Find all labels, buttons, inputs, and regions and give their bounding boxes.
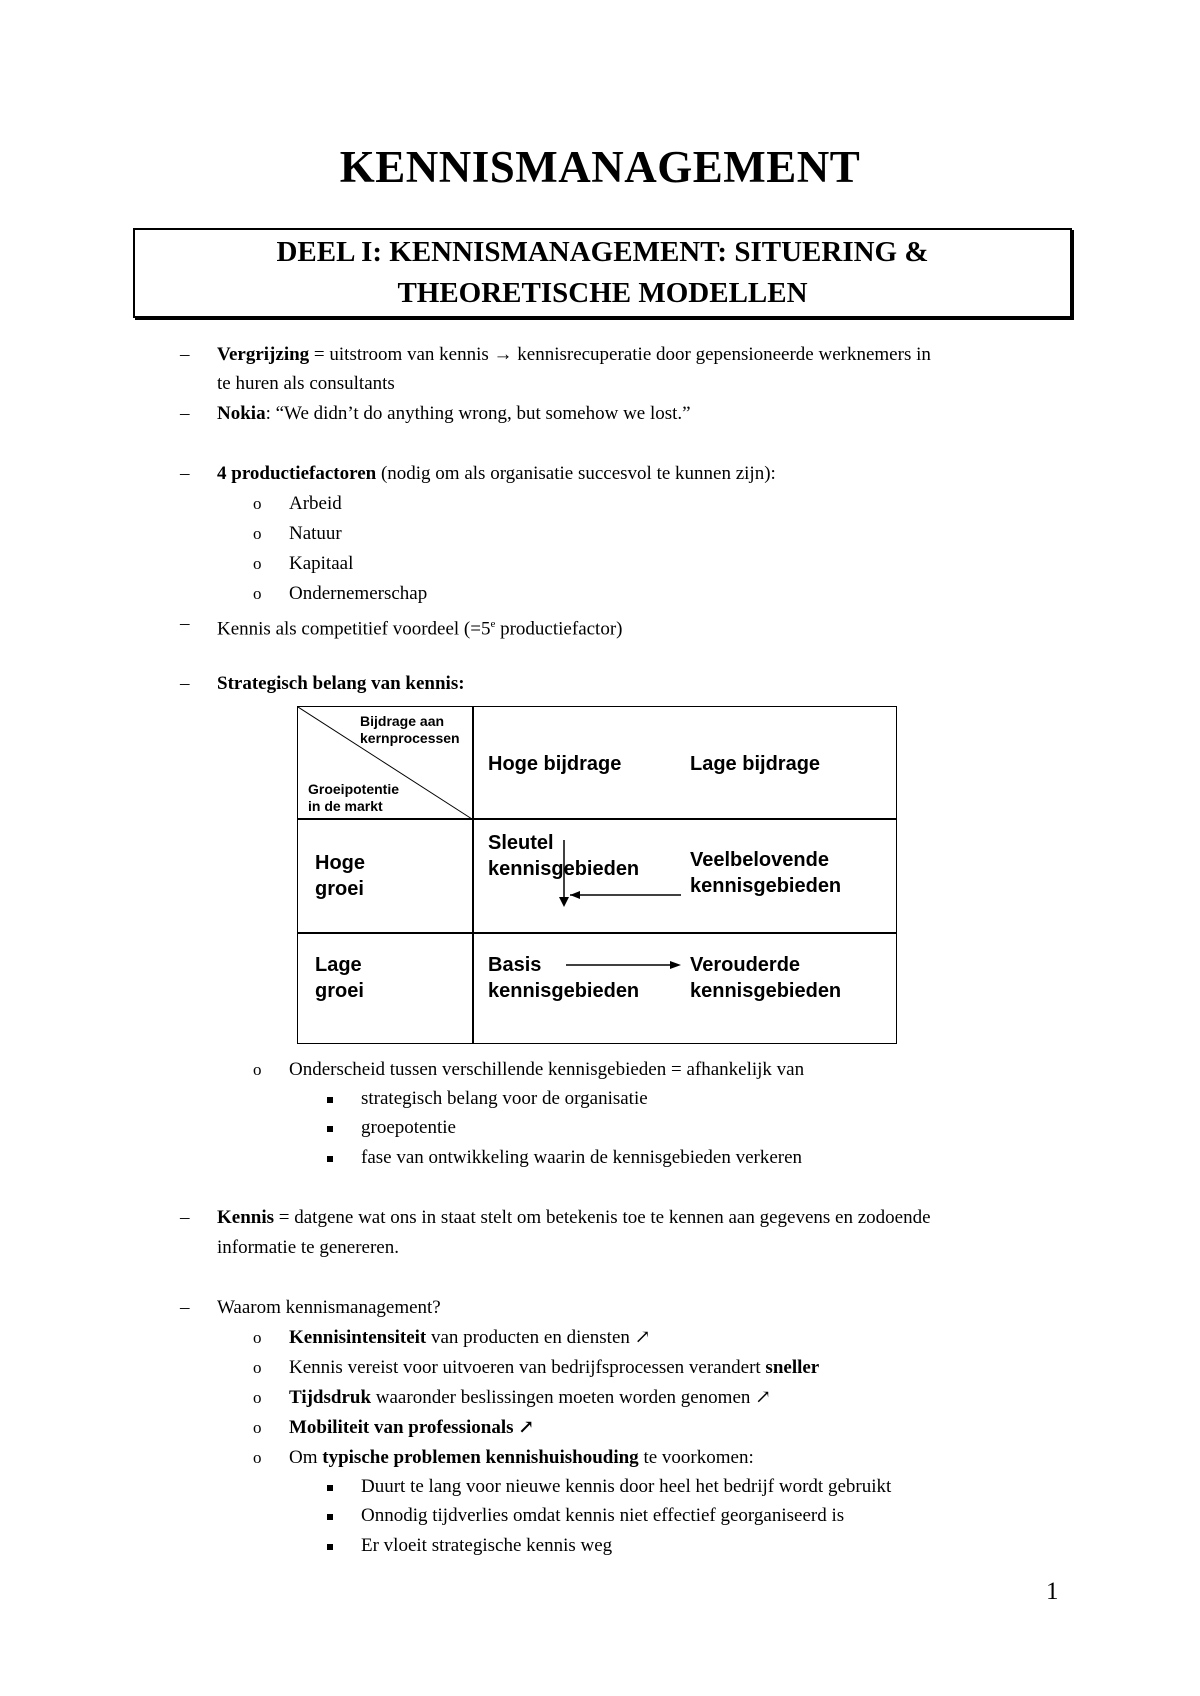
- promising-line2: kennisgebieden: [690, 875, 842, 897]
- vergrijzing-term: Vergrijzing: [217, 344, 310, 365]
- circle-bullet: o: [253, 1388, 262, 1407]
- dash-bullet: –: [180, 673, 190, 694]
- corner-bottom-line2: in de markt: [308, 798, 383, 814]
- waarom-item-text: van producten en diensten ↗: [426, 1327, 651, 1348]
- vergrijzing-line: [217, 344, 931, 366]
- circle-bullet: o: [253, 1328, 262, 1347]
- circle-bullet: o: [253, 1358, 262, 1377]
- matrix-horizontal-divider: [298, 932, 896, 934]
- square-bullet: [327, 1485, 333, 1491]
- kennis-text: = datgene wat ons in staat stelt om betekenis toe te kennen aan gegevens en zodoende: [274, 1207, 931, 1228]
- waarom-item: [289, 1357, 819, 1379]
- section-heading-line1: DEEL I: KENNISMANAGEMENT: SITUERING &: [276, 236, 929, 268]
- dash-bullet: –: [180, 613, 190, 634]
- circle-bullet: o: [253, 554, 262, 573]
- strategic-heading-text: Strategisch belang van kennis:: [217, 673, 465, 694]
- waarom-item-bold: typische problemen kennishuishouding: [322, 1447, 639, 1468]
- corner-bottom-label: [308, 781, 399, 815]
- document-title: KENNISMANAGEMENT: [339, 142, 861, 192]
- section-heading-box: [133, 228, 1072, 318]
- waarom-item-text: waaronder beslissingen moeten worden genomen ↗: [371, 1387, 772, 1408]
- circle-bullet: o: [253, 1448, 262, 1467]
- page-number: 1: [1046, 1578, 1059, 1605]
- circle-bullet: o: [253, 1418, 262, 1437]
- circle-bullet: o: [253, 1060, 262, 1079]
- nokia-term: Nokia: [217, 403, 266, 424]
- corner-top-label: [360, 713, 460, 747]
- dash-bullet: –: [180, 463, 190, 484]
- square-bullet: [327, 1514, 333, 1520]
- waarom-item: [289, 1417, 534, 1439]
- arrow-down-head: [559, 897, 569, 907]
- competitive-sup: e: [490, 618, 496, 630]
- square-bullet: [327, 1156, 333, 1162]
- waarom-item-bold: Tijdsdruk: [289, 1387, 372, 1408]
- square-bullet: [327, 1126, 333, 1132]
- cell-basic-areas: [488, 952, 639, 1004]
- matrix-vertical-divider: [472, 707, 474, 1043]
- arrow-right-head: [670, 961, 681, 969]
- waarom-item-bold: Mobiliteit van professionals ↗: [289, 1417, 535, 1438]
- waarom-item-text: Kennis vereist voor uitvoeren van bedrijfsprocessen verandert: [289, 1357, 766, 1378]
- competitive-text: Kennis als competitief voordeel (=5: [217, 618, 491, 640]
- cell-outdated-areas: [690, 952, 841, 1004]
- cell-key-areas: [488, 830, 639, 882]
- square-bullet: [327, 1097, 333, 1103]
- cell-promising-areas: [690, 847, 841, 899]
- nokia-line: [217, 403, 691, 425]
- kennis-continuation: informatie te genereren.: [217, 1237, 399, 1258]
- waarom-item-text: Om: [289, 1447, 323, 1468]
- waarom-item: [289, 1387, 771, 1409]
- outdated-line1: Verouderde: [690, 954, 801, 976]
- circle-bullet: o: [253, 584, 262, 603]
- row-low-line1: Lage: [315, 954, 362, 976]
- distinction-item: groepotentie: [361, 1117, 456, 1138]
- kennis-term: Kennis: [217, 1207, 275, 1228]
- problem-item: Onnodig tijdverlies omdat kennis niet effectief georganiseerd is: [361, 1505, 845, 1526]
- dash-bullet: –: [180, 344, 190, 365]
- circle-bullet: o: [253, 494, 262, 513]
- waarom-item-bold: sneller: [765, 1357, 820, 1378]
- square-bullet: [327, 1544, 333, 1550]
- key-line2: kennisgebieden: [488, 858, 640, 880]
- factors-text: (nodig om als organisatie succesvol te kunnen zijn):: [376, 463, 776, 484]
- corner-top-line2: kernprocessen: [360, 730, 460, 746]
- waarom-item: [289, 1447, 754, 1469]
- row-header-high: [315, 850, 365, 902]
- factor-item: Kapitaal: [289, 553, 354, 574]
- distinction-item: fase van ontwikkeling waarin de kennisgebieden verkeren: [361, 1147, 803, 1168]
- competitive-line: [217, 613, 623, 640]
- col-header-low: Lage bijdrage: [690, 753, 821, 775]
- basic-line1: Basis: [488, 954, 542, 976]
- outdated-line2: kennisgebieden: [690, 980, 842, 1002]
- dash-bullet: –: [180, 1297, 190, 1318]
- waarom-heading: Waarom kennismanagement?: [217, 1297, 441, 1318]
- problem-item: Er vloeit strategische kennis weg: [361, 1535, 613, 1556]
- distinction-item: strategisch belang voor de organisatie: [361, 1088, 648, 1109]
- basic-line2: kennisgebieden: [488, 980, 640, 1002]
- factor-item: Arbeid: [289, 493, 342, 514]
- row-header-low: [315, 952, 364, 1004]
- kennis-definition: [217, 1207, 931, 1229]
- knowledge-matrix: [297, 706, 897, 1044]
- circle-bullet: o: [253, 524, 262, 543]
- row-high-line2: groei: [315, 878, 364, 900]
- corner-bottom-line1: Groeipotentie: [308, 781, 400, 797]
- competitive-end: productiefactor): [495, 618, 623, 640]
- nokia-quote: : “We didn’t do anything wrong, but somehow we lost.”: [265, 403, 691, 424]
- waarom-item: [289, 1327, 651, 1349]
- corner-top-line1: Bijdrage aan: [360, 713, 445, 729]
- factors-line: [217, 463, 776, 485]
- vergrijzing-text: = uitstroom van kennis → kennisrecuperatie door gepensioneerde werknemers in: [309, 344, 931, 365]
- factor-item: Natuur: [289, 523, 342, 544]
- row-low-line2: groei: [315, 980, 364, 1002]
- arrow-left-head: [570, 891, 580, 899]
- waarom-item-end: te voorkomen:: [638, 1447, 754, 1468]
- distinction-text: Onderscheid tussen verschillende kennisgebieden = afhankelijk van: [289, 1059, 805, 1080]
- problem-item: Duurt te lang voor nieuwe kennis door heel het bedrijf wordt gebruikt: [361, 1476, 892, 1497]
- key-line1: Sleutel: [488, 832, 554, 854]
- row-high-line1: Hoge: [315, 852, 365, 874]
- dash-bullet: –: [180, 1207, 190, 1228]
- factors-term: 4 productiefactoren: [217, 463, 377, 484]
- dash-bullet: –: [180, 403, 190, 424]
- waarom-item-bold: Kennisintensiteit: [289, 1327, 427, 1348]
- vergrijzing-continuation: te huren als consultants: [217, 373, 395, 394]
- strategic-heading: [217, 673, 465, 695]
- section-heading-line2: THEORETISCHE MODELLEN: [397, 277, 808, 309]
- promising-line1: Veelbelovende: [690, 849, 829, 871]
- col-header-high: Hoge bijdrage: [488, 753, 622, 775]
- factor-item: Ondernemerschap: [289, 583, 428, 604]
- matrix-horizontal-divider: [298, 818, 896, 820]
